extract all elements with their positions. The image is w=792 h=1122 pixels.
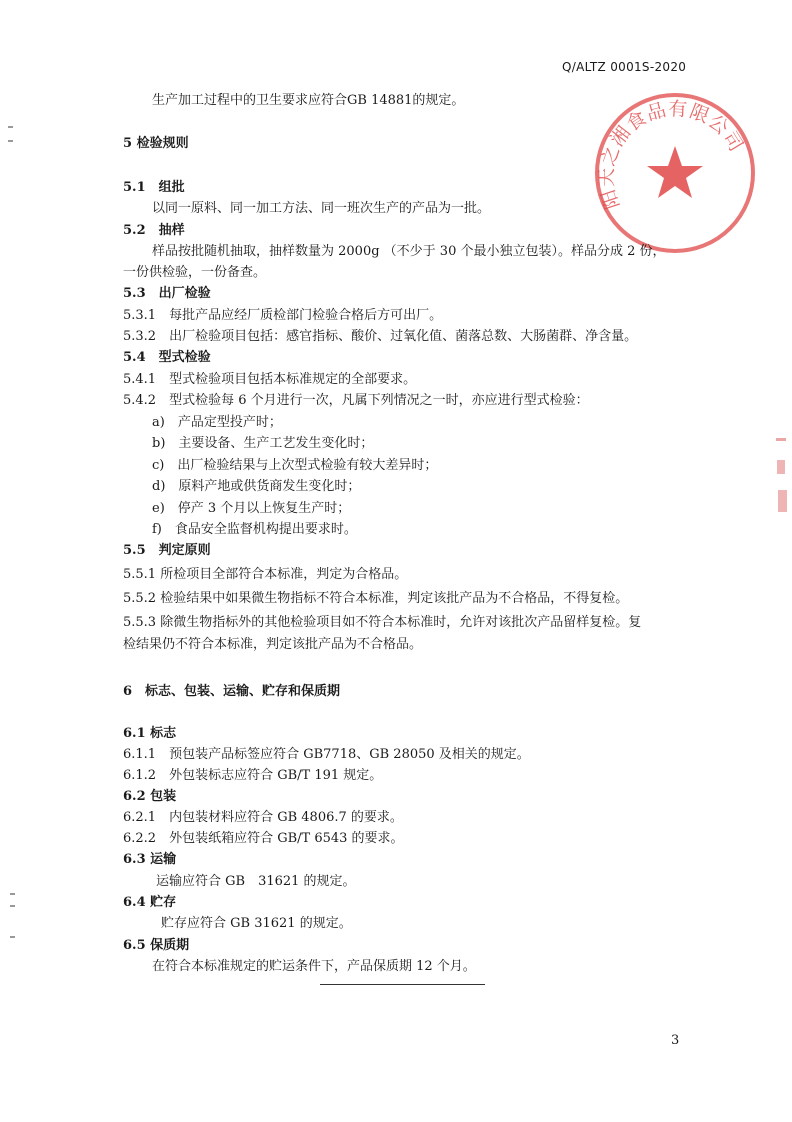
scan-speck — [8, 140, 13, 142]
scan-speck — [10, 905, 15, 907]
paragraph-5-2-cont: 一份供检验，一份备查。 — [123, 265, 267, 280]
clause-6-1-2: 6.1.2 外包装标志应符合 GB/T 191 规定。 — [123, 768, 383, 783]
heading-6-2: 6.2 包装 — [123, 789, 177, 804]
scan-speck — [8, 126, 13, 128]
document-code: Q/ALTZ 0001S-2020 — [562, 60, 687, 74]
clause-5-4-2: 5.4.2 型式检验每 6 个月进行一次，凡属下列情况之一时，亦应进行型式检验： — [123, 393, 589, 408]
list-item-c: c) 出厂检验结果与上次型式检验有较大差异时； — [152, 458, 438, 473]
company-seal — [590, 88, 760, 258]
clause-6-1-1: 6.1.1 预包装产品标签应符合 GB7718、GB 28050 及相关的规定。 — [123, 747, 530, 762]
list-item-f: f) 食品安全监督机构提出要求时。 — [152, 522, 357, 537]
paragraph-6-3: 运输应符合 GB 31621 的规定。 — [156, 874, 356, 889]
clause-6-2-2: 6.2.2 外包装纸箱应符合 GB/T 6543 的要求。 — [123, 831, 404, 846]
scan-speck — [10, 936, 15, 938]
heading-6-1: 6.1 标志 — [123, 726, 177, 741]
page-number: 3 — [671, 1033, 680, 1048]
list-item-e: e) 停产 3 个月以上恢复生产时； — [152, 501, 351, 516]
section-heading-6: 6 标志、包装、运输、贮存和保质期 — [123, 684, 341, 699]
list-item-b: b) 主要设备、生产工艺发生变化时； — [152, 436, 374, 451]
heading-5-4: 5.4 型式检验 — [123, 350, 211, 365]
heading-5-3: 5.3 出厂检验 — [123, 286, 211, 301]
clause-5-4-1: 5.4.1 型式检验项目包括本标准规定的全部要求。 — [123, 372, 417, 387]
heading-5-1: 5.1 组批 — [123, 180, 185, 195]
heading-6-5: 6.5 保质期 — [123, 938, 190, 953]
clause-5-5-1: 5.5.1 所检项目全部符合本标准，判定为合格品。 — [123, 567, 408, 582]
seal-star-icon — [647, 146, 703, 198]
scan-speck — [10, 893, 15, 895]
heading-5-5: 5.5 判定原则 — [123, 543, 211, 558]
list-item-a: a) 产品定型投产时； — [152, 415, 282, 430]
paragraph-5-1: 以同一原料、同一加工方法、同一班次生产的产品为一批。 — [152, 201, 491, 216]
clause-5-3-1: 5.3.1 每批产品应经厂质检部门检验合格后方可出厂。 — [123, 308, 443, 323]
section-heading-5: 5 检验规则 — [123, 136, 189, 151]
clause-5-5-3-cont: 检结果仍不符合本标准，判定该批产品为不合格品。 — [123, 637, 423, 652]
heading-6-3: 6.3 运输 — [123, 852, 177, 867]
paragraph-hygiene: 生产加工过程中的卫生要求应符合GB 14881的规定。 — [152, 93, 465, 108]
paragraph-6-5: 在符合本标准规定的贮运条件下，产品保质期 12 个月。 — [152, 959, 476, 974]
clause-6-2-1: 6.2.1 内包装材料应符合 GB 4806.7 的要求。 — [123, 810, 403, 825]
paragraph-5-2: 样品按批随机抽取，抽样数量为 2000g （不少于 30 个最小独立包装）。样品分成 2 份， — [152, 244, 666, 259]
clause-5-5-2: 5.5.2 检验结果中如果微生物指标不符合本标准，判定该批产品为不合格品，不得复检。 — [123, 591, 629, 606]
clause-5-3-2: 5.3.2 出厂检验项目包括：感官指标、酸价、过氧化值、菌落总数、大肠菌群、净含量。 — [123, 329, 638, 344]
clause-5-5-3: 5.5.3 除微生物指标外的其他检验项目如不符合本标准时，允许对该批次产品留样复检。复 — [123, 615, 642, 630]
paragraph-6-4: 贮存应符合 GB 31621 的规定。 — [161, 916, 352, 931]
heading-6-4: 6.4 贮存 — [123, 895, 177, 910]
edge-stamp-fragment — [774, 438, 790, 528]
list-item-d: d) 原料产地或供货商发生变化时； — [152, 479, 361, 494]
seal-text: 阳天之湘食品有限公司 — [595, 97, 748, 212]
heading-5-2: 5.2 抽样 — [123, 223, 185, 238]
end-rule — [320, 984, 485, 985]
